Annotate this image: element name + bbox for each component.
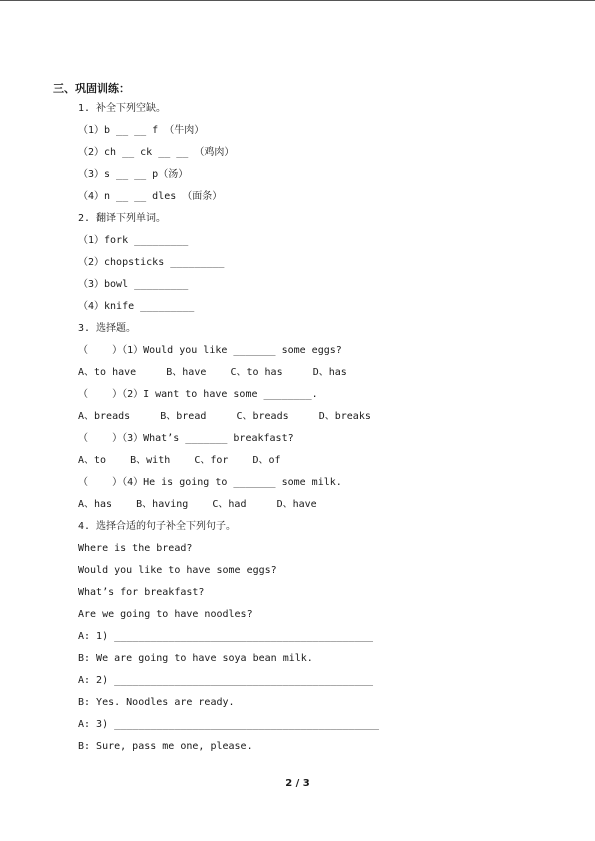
q4-option-3: What’s for breakfast? [78, 587, 205, 598]
q3-question-4: （ ）（4）He is going to _______ some milk. [78, 477, 342, 488]
dialog-a2: A: 2) ___________________________________________ [78, 675, 374, 686]
dialog-a3: A: 3) ____________________________________________ [78, 719, 380, 730]
q3-question-2: （ ）（2）I want to have some ________. [78, 389, 318, 400]
q2-item-4: （4）knife _________ [78, 301, 195, 312]
q4-heading: 4. 选择合适的句子补全下列句子。 [78, 521, 237, 532]
dialog-b3: B: Sure, pass me one, please. [78, 741, 253, 752]
q3-question-1: （ ）（1）Would you like _______ some eggs? [78, 345, 342, 356]
q2-item-1: （1）fork _________ [78, 235, 189, 246]
dialog-a1: A: 1) ___________________________________________ [78, 631, 374, 642]
q2-item-2: （2）chopsticks _________ [78, 257, 225, 268]
q3-options-4: A、has B、having C、had D、have [78, 499, 317, 510]
q3-options-1: A、to have B、have C、to has D、has [78, 367, 347, 378]
section-title: 三、巩固训练： [53, 82, 130, 95]
q4-option-1: Where is the bread? [78, 543, 193, 554]
q1-item-1: （1）b __ __ f （牛肉） [78, 125, 205, 136]
top-rule [0, 0, 595, 1]
q4-option-2: Would you like to have some eggs? [78, 565, 277, 576]
q3-question-3: （ ）（3）What’s _______ breakfast? [78, 433, 294, 444]
q3-options-3: A、to B、with C、for D、of [78, 455, 281, 466]
q1-item-2: （2）ch __ ck __ __ （鸡肉） [78, 147, 235, 158]
q1-item-3: （3）s __ __ p（汤） [78, 169, 189, 180]
q3-heading: 3. 选择题。 [78, 323, 137, 334]
q1-item-4: （4）n __ __ dles （面条） [78, 191, 223, 202]
q3-options-2: A、breads B、bread C、breads D、breaks [78, 411, 371, 422]
dialog-b2: B: Yes. Noodles are ready. [78, 697, 235, 708]
dialog-b1: B: We are going to have soya bean milk. [78, 653, 313, 664]
page-number: 2 / 3 [285, 778, 310, 789]
q1-heading: 1. 补全下列空缺。 [78, 103, 167, 114]
q4-option-4: Are we going to have noodles? [78, 609, 253, 620]
q2-heading: 2. 翻译下列单词。 [78, 213, 167, 224]
q2-item-3: （3）bowl _________ [78, 279, 189, 290]
